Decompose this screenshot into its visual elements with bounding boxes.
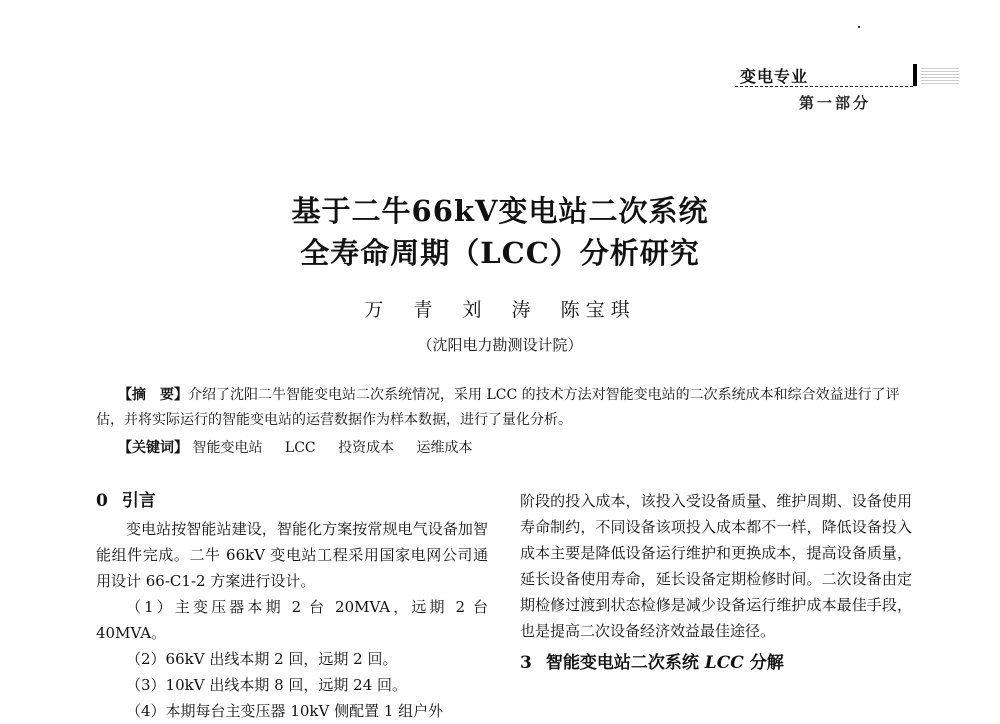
list-item: （2）66kV 出线本期 2 回，远期 2 回。 [126,650,398,668]
keywords [118,437,491,457]
list-item: （1）主变压器本期 2 台 20MVA，远期 2 台 40MVA。 [96,598,488,642]
abstract [96,383,908,433]
abstract-tag: 【摘 要】 [118,387,188,403]
section-label: 变电专业 [740,67,809,86]
section-title-em: LCC [704,653,744,673]
running-header [735,62,960,114]
header-pattern [921,66,959,84]
header-bar [913,64,917,86]
intro-paragraph: 变电站按智能站建设，智能化方案按常规电气设备加智能组件完成。二牛 66kV 变电站工程采用国家电网公司通用设计 66-C1-2 方案进行设计。 [96,520,488,590]
section-heading-3 [520,650,912,676]
keyword-item: 智能变电站 [192,440,263,456]
right-column [520,488,912,678]
paper-title-line1: 基于二牛66kV变电站二次系统 [291,194,709,228]
list-item: （4）本期每台主变压器 10kV 侧配置 1 组户外 [126,702,444,720]
paper-title-line2: 全寿命周期（LCC）分析研究 [300,236,700,270]
section-title: 智能变电站二次系统 [545,653,699,673]
section-number: 0 [96,491,108,511]
left-column [96,488,488,724]
abstract-text: 介绍了沈阳二牛智能变电站二次系统情况，采用 LCC 的技术方法对智能变电站的二次系统成本和综合效益进行了评估，并将实际运行的智能变电站的运营数据作为样本数据，进行了量化分析。 [96,387,900,428]
body-paragraph: 阶段的投入成本，该投入受设备质量、维护周期、设备使用寿命制约，不同设备该项投入成本都不一样，降低设备投入成本主要是降低设备运行维护和更换成本，提高设备质量，延长设备使用寿命，延长设备定期检修时间。二次设备由定期检修过渡到状态检修是减少设备运行维护成本最佳手段，也是提高二次设备经济效益最佳途径。 [520,492,912,640]
speck-mark [858,26,860,28]
keywords-tag: 【关键词】 [118,440,188,456]
affiliation: （沈阳电力勘测设计院） [417,336,583,354]
section-heading-0 [96,488,488,514]
section-number: 3 [520,653,532,673]
section-title: 引言 [121,491,156,511]
part-label: 第一部分 [799,94,872,112]
keyword-item: 运维成本 [416,440,473,456]
keyword-item: 投资成本 [338,440,395,456]
header-divider [735,86,913,87]
section-title-tail: 分解 [749,653,784,673]
list-item: （3）10kV 出线本期 8 回，远期 24 回。 [126,676,408,694]
keyword-item: LCC [284,440,316,456]
authors: 万 青 刘 涛 陈宝琪 [364,299,636,321]
